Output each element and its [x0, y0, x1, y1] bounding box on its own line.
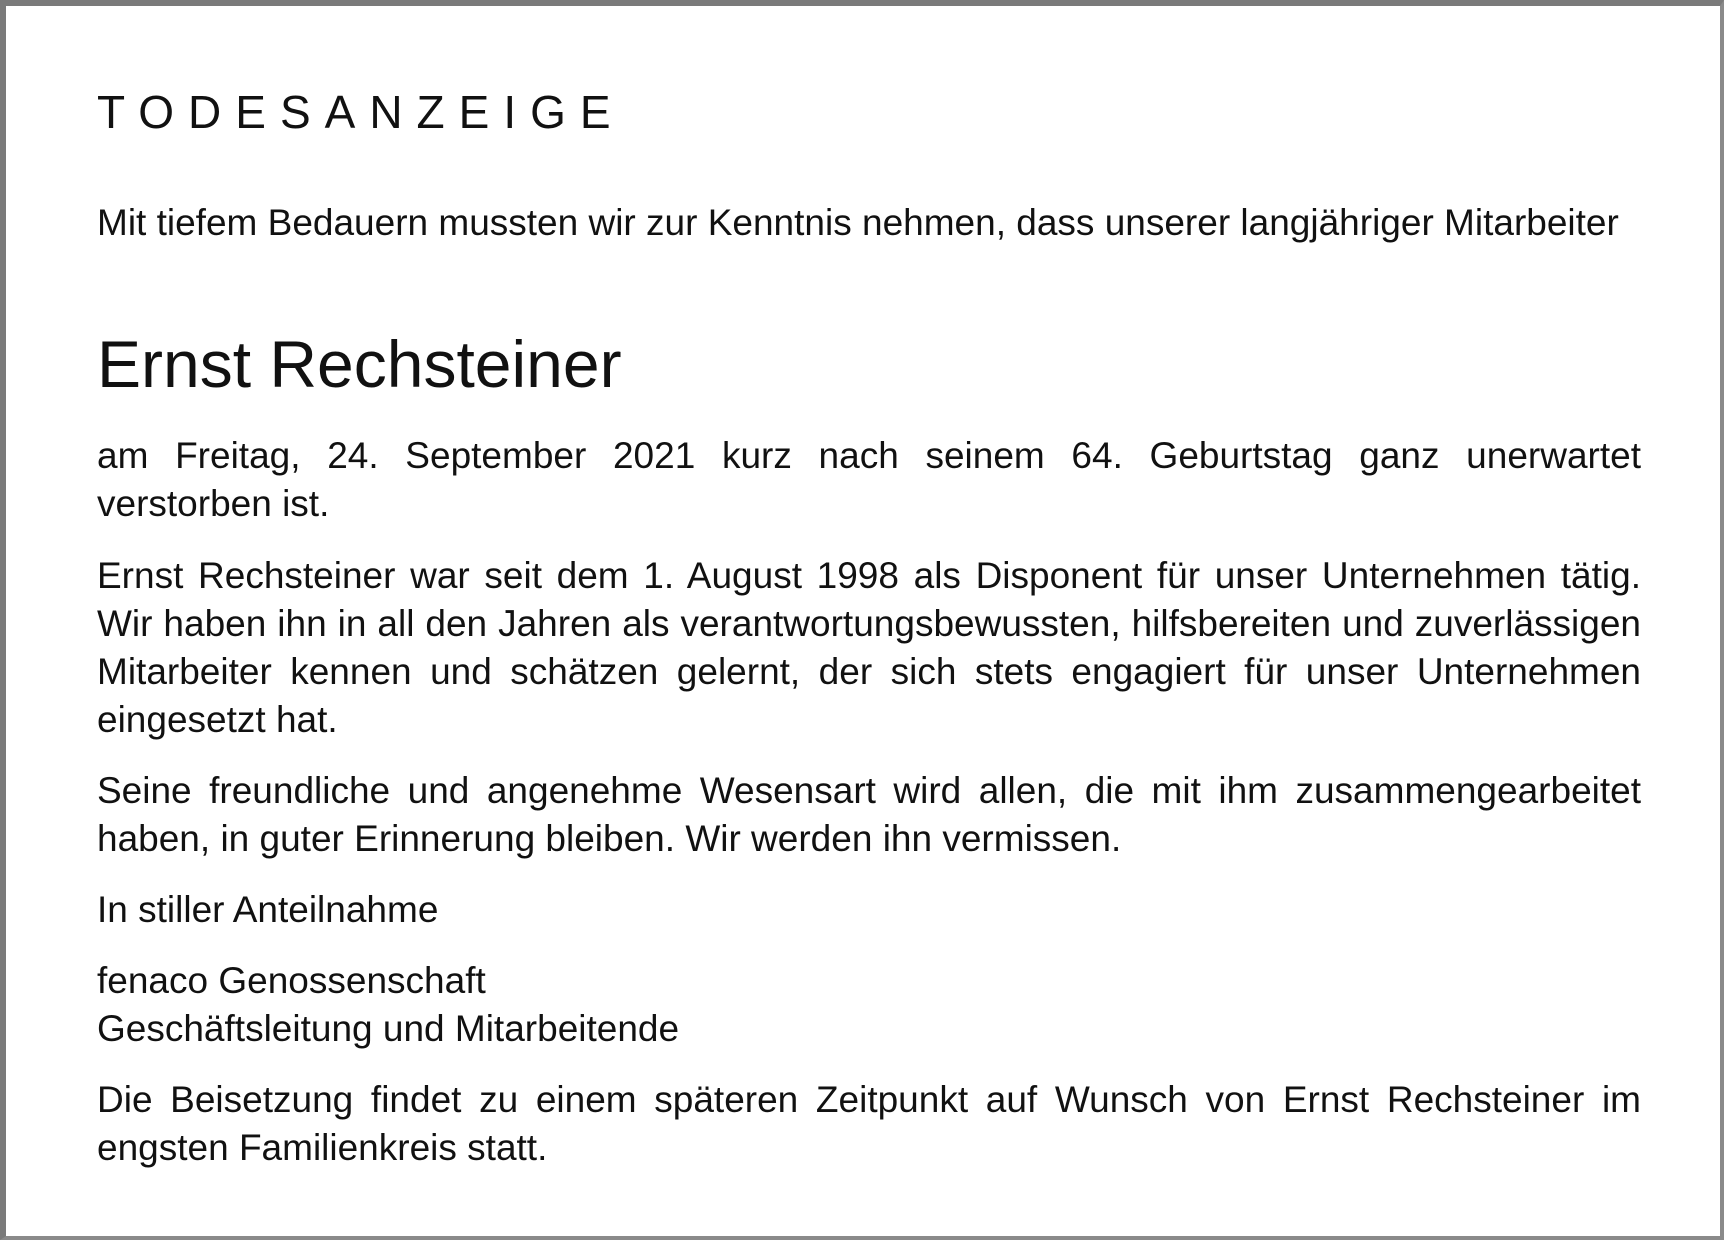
- character-paragraph: Seine freundliche und angenehme Wesensart wird allen, die mit ihm zusammengearbeitet haben, in guter Erinnerung bleiben. Wir werden ihn vermissen.: [97, 770, 1641, 859]
- notice-heading: TODESANZEIGE: [97, 86, 625, 138]
- career-paragraph: Ernst Rechsteiner war seit dem 1. August 1998 als Disponent für unser Unternehmen tätig. Wir haben ihn in all den Jahren als verantwortungsbewussten, hilfsbereiten und zuverlässigen Mitarbeiter kennen und schätzen gelernt, der sich stets engagiert für unser Unternehmen eingesetzt hat.: [97, 555, 1641, 740]
- sender-company: fenaco Genossenschaft: [97, 960, 486, 1001]
- sender-block: [97, 957, 1641, 1053]
- death-statement: am Freitag, 24. September 2021 kurz nach seinem 64. Geburtstag ganz unerwartet verstorben ist.: [97, 435, 1641, 524]
- condolence-line: In stiller Anteilnahme: [97, 889, 439, 930]
- deceased-name: Ernst Rechsteiner: [97, 327, 622, 401]
- sender-group: Geschäftsleitung und Mitarbeitende: [97, 1008, 680, 1049]
- intro-paragraph: Mit tiefem Bedauern mussten wir zur Kenntnis nehmen, dass unserer langjähriger Mitarbeiter: [97, 202, 1619, 243]
- funeral-paragraph: Die Beisetzung findet zu einem späteren Zeitpunkt auf Wunsch von Ernst Rechsteiner im engsten Familienkreis statt.: [97, 1079, 1641, 1168]
